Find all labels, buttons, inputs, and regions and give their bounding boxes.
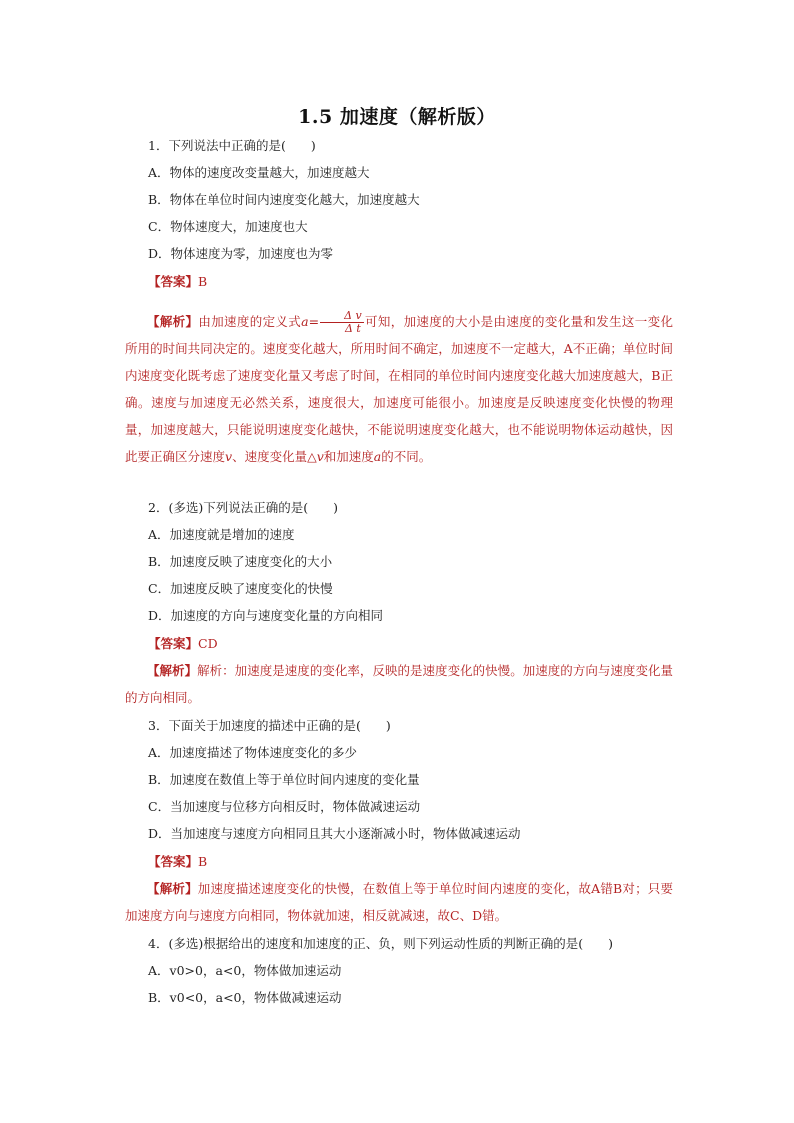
symbol-v: v [225, 449, 233, 464]
answer-value: B [198, 854, 208, 869]
question-3-stem: 3．下面关于加速度的描述中正确的是( ) [148, 718, 391, 733]
answer-label: 【答案】 [148, 854, 199, 869]
question-1-analysis [125, 308, 673, 470]
answer-label: 【答案】 [148, 636, 199, 651]
answer-label: 【答案】 [148, 274, 199, 289]
question-3-answer [148, 854, 207, 870]
analysis-ending: 的不同。 [381, 449, 432, 464]
question-2-analysis [125, 657, 673, 711]
question-1-option-a: A．物体的速度改变量越大，加速度越大 [148, 165, 370, 180]
formula-denominator: Δ t [344, 322, 361, 335]
question-1-option-b: B．物体在单位时间内速度变化越大，加速度越大 [148, 192, 420, 207]
question-3-analysis [125, 875, 673, 929]
question-4-option-b: B．v0<0，a<0，物体做减速运动 [148, 990, 342, 1005]
symbol-a: a [373, 449, 382, 464]
question-2-stem: 2．(多选)下列说法正确的是( ) [148, 500, 338, 515]
question-4-stem: 4．(多选)根据给出的速度和加速度的正、负，则下列运动性质的判断正确的是( ) [148, 936, 613, 951]
question-3-option-c: C．当加速度与位移方向相反时，物体做减速运动 [148, 799, 421, 814]
question-2-answer [148, 636, 218, 652]
analysis-body: 加速度描述速度变化的快慢，在数值上等于单位时间内速度的变化，故A错B对；只要加速度方向与速度方向相同，物体就加速，相反就减速，故C、D错。 [125, 881, 673, 923]
page-title: 1.5 加速度（解析版） [298, 106, 496, 128]
separator-2: 和加速度 [323, 449, 374, 464]
symbol-delta-v: △v [307, 449, 324, 464]
question-3-option-b: B．加速度在数值上等于单位时间内速度的变化量 [148, 772, 420, 787]
analysis-label: 【解析】 [147, 881, 198, 896]
question-2-option-b: B．加速度反映了速度变化的大小 [148, 554, 333, 569]
analysis-body: 解析：加速度是速度的变化率，反映的是速度变化的快慢。加速度的方向与速度变化量的方向相同。 [125, 663, 673, 705]
question-1-answer [148, 274, 207, 290]
formula-lhs: a= [301, 314, 320, 329]
question-1-option-d: D．物体速度为零，加速度也为零 [148, 246, 334, 261]
analysis-intro: 由加速度的定义式 [198, 314, 302, 329]
question-4-option-a: A．v0>0，a<0，物体做加速运动 [148, 963, 342, 978]
formula-numerator: Δ v [320, 310, 364, 323]
analysis-body: 可知，加速度的大小是由速度的变化量和发生这一变化所用的时间共同决定的。速度变化越大，所用时间不确定，加速度不一定越大，A不正确；单位时间内速度变化既考虑了速度变化量又考虑了时间，在相同的单位时间内速度变化越大加速度越大，B正确。速度与加速度无必然关系，速度很大，加速度可能很小。加速度是反映速度变化快慢的物理量，加速度越大，只能说明速度变化越快，不能说明速度变化越大，也不能说明物体运动越快，因此要正确区分速度 [125, 314, 673, 464]
analysis-label: 【解析】 [147, 663, 198, 678]
acceleration-formula-fraction [320, 310, 364, 335]
question-1-stem: 1．下列说法中正确的是( ) [148, 138, 316, 153]
answer-value: CD [198, 636, 218, 651]
question-2-option-a: A．加速度就是增加的速度 [148, 527, 295, 542]
answer-value: B [198, 274, 208, 289]
question-2-option-c: C．加速度反映了速度变化的快慢 [148, 581, 333, 596]
analysis-label: 【解析】 [147, 314, 199, 329]
separator-1: 、速度变化量 [232, 449, 308, 464]
question-1-option-c: C．物体速度大，加速度也大 [148, 219, 308, 234]
question-3-option-d: D．当加速度与速度方向相同且其大小逐渐减小时，物体做减速运动 [148, 826, 521, 841]
question-2-option-d: D．加速度的方向与速度变化量的方向相同 [148, 608, 384, 623]
question-3-option-a: A．加速度描述了物体速度变化的多少 [148, 745, 358, 760]
